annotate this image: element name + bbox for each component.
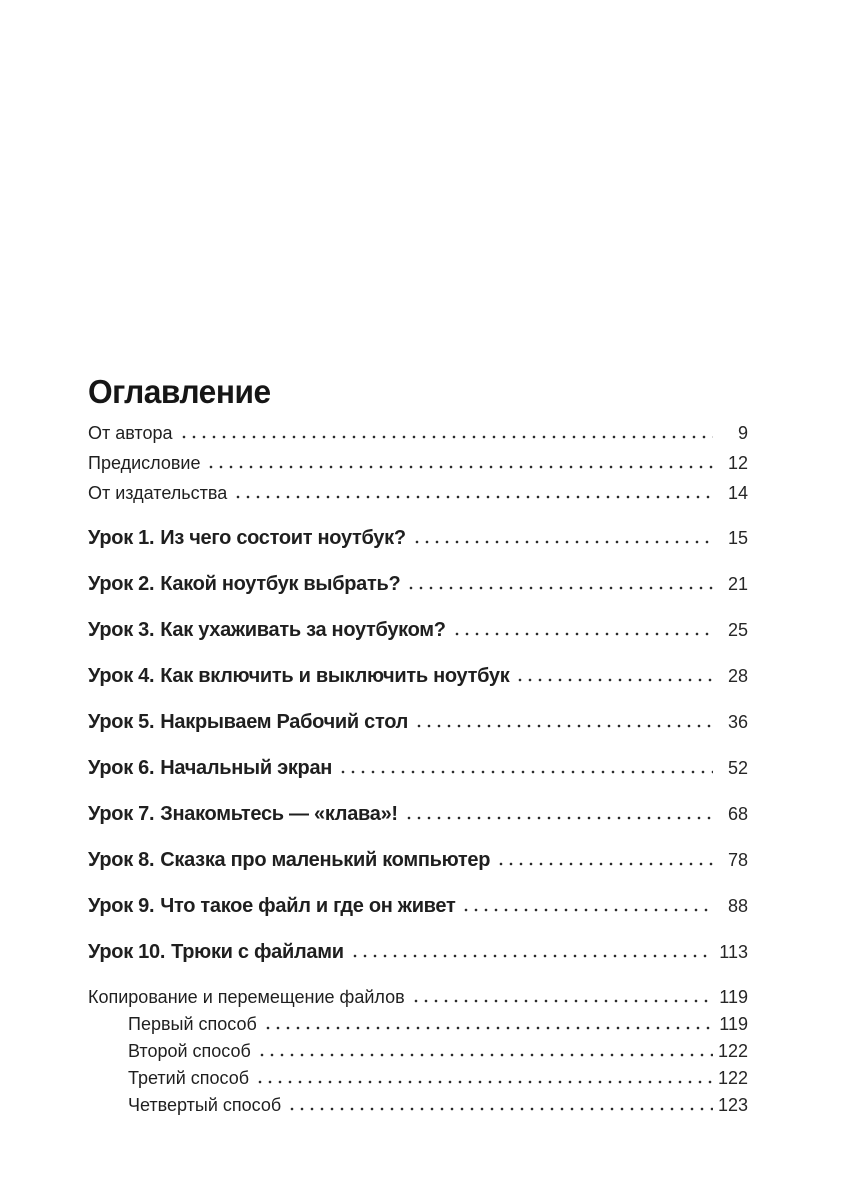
lesson-title: Сказка про маленький компьютер bbox=[160, 849, 491, 871]
dot-leader bbox=[257, 1053, 713, 1057]
lesson-number: Урок 10. bbox=[88, 941, 166, 963]
dot-leader bbox=[263, 1026, 713, 1030]
toc-entry-label bbox=[88, 664, 509, 688]
toc-entry bbox=[88, 572, 748, 596]
toc-entry-label bbox=[88, 848, 490, 872]
dot-leader bbox=[206, 465, 713, 469]
toc-entry-page-number: 88 bbox=[727, 896, 748, 916]
lesson-number: Урок 1. bbox=[88, 527, 155, 549]
dot-leader bbox=[414, 724, 713, 728]
toc-entry bbox=[88, 1094, 748, 1116]
toc-entry-page-number: 78 bbox=[727, 850, 748, 870]
toc-entry-label bbox=[88, 618, 446, 642]
dot-leader bbox=[179, 435, 714, 439]
dot-leader bbox=[233, 495, 713, 499]
dot-leader bbox=[411, 999, 713, 1003]
toc-entry bbox=[88, 1067, 748, 1089]
toc-entry bbox=[88, 894, 748, 918]
dot-leader bbox=[496, 862, 713, 866]
toc-entry-label: Предисловие bbox=[88, 453, 201, 473]
toc-entry-page-number: 122 bbox=[717, 1068, 748, 1088]
toc-entry bbox=[88, 452, 748, 474]
lesson-number: Урок 8. bbox=[88, 849, 155, 871]
toc-entry bbox=[88, 1040, 748, 1062]
toc-entry-label bbox=[88, 526, 406, 550]
dot-leader bbox=[461, 908, 713, 912]
toc-entry-page-number: 123 bbox=[717, 1095, 748, 1115]
lesson-number: Урок 2. bbox=[88, 573, 155, 595]
toc-entry-page-number: 52 bbox=[727, 758, 748, 778]
lesson-number: Урок 5. bbox=[88, 711, 155, 733]
dot-leader bbox=[287, 1107, 713, 1111]
toc-entry-label bbox=[88, 940, 344, 964]
toc-entry-label bbox=[88, 802, 398, 826]
toc-entry-label: Второй способ bbox=[128, 1041, 251, 1061]
toc-entry-page-number: 36 bbox=[727, 712, 748, 732]
dot-leader bbox=[406, 586, 713, 590]
front-matter-section bbox=[88, 422, 748, 504]
toc-entry bbox=[88, 710, 748, 734]
toc-entry-page-number: 12 bbox=[727, 453, 748, 473]
toc-entry-label: От автора bbox=[88, 423, 173, 443]
toc-entry-label: Четвертый способ bbox=[128, 1095, 282, 1115]
lesson-title: Знакомьтесь — «клава»! bbox=[160, 803, 398, 825]
lesson-title: Как ухаживать за ноутбуком? bbox=[160, 619, 446, 641]
toc-entry-page-number: 14 bbox=[727, 483, 748, 503]
lesson-title: Что такое файл и где он живет bbox=[160, 895, 456, 917]
dot-leader bbox=[404, 816, 713, 820]
toc-entry-page-number: 15 bbox=[727, 528, 748, 548]
lesson-number: Урок 7. bbox=[88, 803, 155, 825]
toc-entry-page-number: 28 bbox=[727, 666, 748, 686]
lessons-section bbox=[88, 526, 748, 964]
page-title: Оглавление bbox=[88, 373, 271, 410]
lesson-title: Трюки с файлами bbox=[171, 941, 344, 963]
toc-entry bbox=[88, 422, 748, 444]
toc-entry-page-number: 119 bbox=[719, 987, 748, 1007]
toc-entry bbox=[88, 756, 748, 780]
lesson-number: Урок 6. bbox=[88, 757, 155, 779]
lesson-title: Накрываем Рабочий стол bbox=[160, 711, 409, 733]
toc-entry-page-number: 68 bbox=[727, 804, 748, 824]
dot-leader bbox=[412, 540, 713, 544]
dot-leader bbox=[255, 1080, 713, 1084]
dot-leader bbox=[350, 954, 713, 958]
toc-entry-page-number: 113 bbox=[719, 942, 748, 962]
toc-entry-page-number: 25 bbox=[727, 620, 748, 640]
dot-leader bbox=[452, 632, 713, 636]
lesson-number: Урок 9. bbox=[88, 895, 155, 917]
toc-entry-label bbox=[88, 572, 400, 596]
toc-entry-page-number: 9 bbox=[737, 423, 748, 443]
toc-entry-label bbox=[88, 894, 455, 918]
toc-entry bbox=[88, 482, 748, 504]
toc-entry-label: От издательства bbox=[88, 483, 228, 503]
lesson-title: Начальный экран bbox=[160, 757, 333, 779]
toc-entry-page-number: 122 bbox=[717, 1041, 748, 1061]
toc-entry bbox=[88, 802, 748, 826]
toc-entry bbox=[88, 618, 748, 642]
lesson-title: Какой ноутбук выбрать? bbox=[160, 573, 401, 595]
lesson-number: Урок 4. bbox=[88, 665, 155, 687]
dot-leader bbox=[338, 770, 713, 774]
lesson-number: Урок 3. bbox=[88, 619, 155, 641]
toc-entry-label: Первый способ bbox=[128, 1014, 257, 1034]
subsections-section bbox=[88, 986, 748, 1116]
toc-entry-label bbox=[88, 710, 408, 734]
toc-entry-page-number: 21 bbox=[727, 574, 748, 594]
toc-entry-page-number: 119 bbox=[719, 1014, 748, 1034]
dot-leader bbox=[515, 678, 713, 682]
toc-entry bbox=[88, 664, 748, 688]
toc-entry-label: Копирование и перемещение файлов bbox=[88, 987, 405, 1007]
toc-entry bbox=[88, 526, 748, 550]
toc-entry-label bbox=[88, 756, 332, 780]
toc-entry bbox=[88, 1013, 748, 1035]
toc-entry bbox=[88, 848, 748, 872]
toc-entry bbox=[88, 940, 748, 964]
toc-entry bbox=[88, 986, 748, 1008]
lesson-title: Как включить и выключить ноутбук bbox=[160, 665, 510, 687]
lesson-title: Из чего состоит ноутбук? bbox=[160, 527, 406, 549]
toc-entry-label: Третий способ bbox=[128, 1068, 250, 1088]
